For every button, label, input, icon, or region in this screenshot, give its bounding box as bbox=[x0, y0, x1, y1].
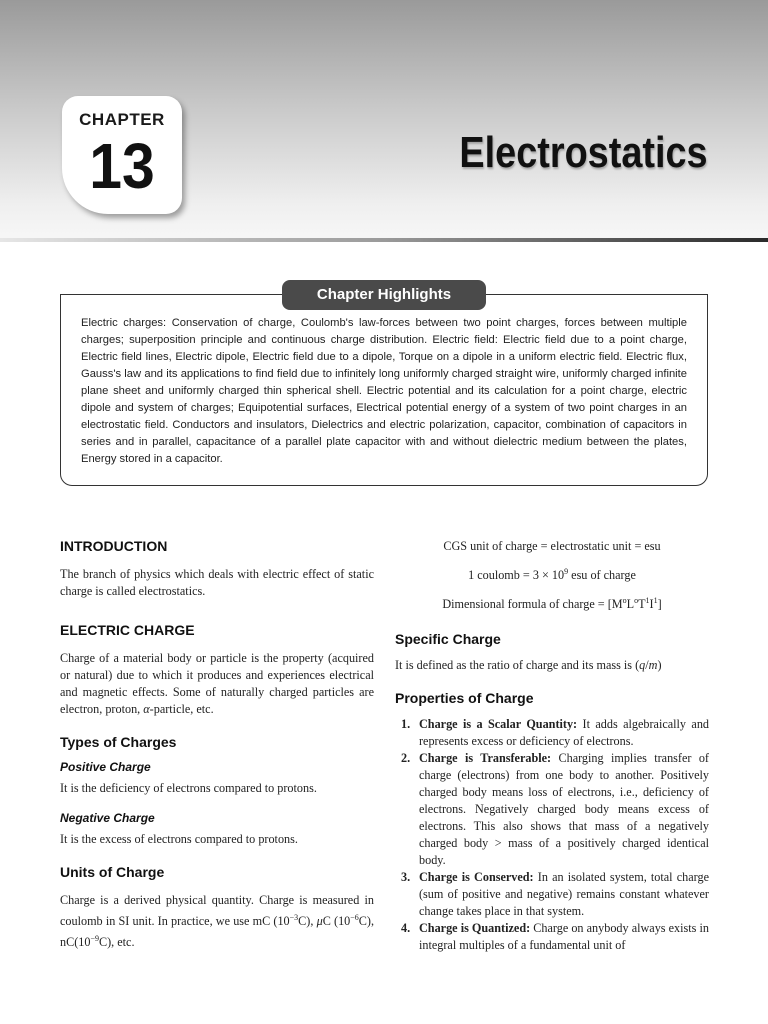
properties-of-charge-heading: Properties of Charge bbox=[395, 690, 534, 707]
cgs-unit-line: CGS unit of charge = electrostatic unit = esu bbox=[443, 539, 661, 553]
positive-charge-text: It is the deficiency of electrons compared to protons. bbox=[60, 781, 317, 795]
chapter-highlights-box bbox=[60, 294, 708, 486]
list-item: 1. Charge is a Scalar Quantity: It adds algebraically and represents excess or deficiency of electrons. bbox=[401, 717, 710, 749]
types-of-charges-heading: Types of Charges bbox=[60, 734, 177, 750]
header-divider bbox=[0, 238, 768, 242]
chapter-highlights-text: Electric charges: Conservation of charge, Coulomb's law-forces between two point charges, forces between multiple charges; superposition principle and continuous charge distribution. Electric field: Electric field due to a point charge, Electric field lines, Electric dipole, Electric field due to a dipole, Torque on a dipole in a uniform electric field. Electric flux, Gauss's law and its applications to find field due to infinitely long uniformly charged straight wire, uniformly charged infinite plane sheet and uniformly charged thin spherical shell. Electric potential and its calculation for a point charge, electric dipole and system of charges; Equipotential surfaces, Electrical potential energy of a system of two point charges in an electrostatic field. Conductors and insulators, Dielectrics and electric polarization, capacitor, combination of capacitors in series and in parallel, capacitance of a parallel plate capacitor with and without dielectric medium between the plates, Energy stored in a capacitor. bbox=[81, 317, 687, 465]
chapter-title: Electrostatics bbox=[459, 128, 708, 177]
specific-charge-heading: Specific Charge bbox=[395, 631, 501, 648]
positive-charge-heading: Positive Charge bbox=[60, 760, 151, 774]
chapter-badge bbox=[62, 96, 182, 214]
negative-charge-heading: Negative Charge bbox=[60, 811, 155, 825]
dimensional-formula-line: Dimensional formula of charge = $[M^oL^oT^1I^1]$ bbox=[442, 596, 662, 612]
list-item: 2. Charge is Transferable: Charging implies transfer of charge (electrons) from one body to another. Positively charged body means loss of electrons, i.e., deficiency of electrons. Negatively charged body means excess of electrons. This also shows that mass of a negatively charged body > mass of a positively charged identical body. bbox=[401, 751, 709, 868]
list-item: 3. Charge is Conserved: In an isolated system, total charge (sum of positive and negative) remains constant whatever change takes place in that system. bbox=[401, 870, 709, 919]
chapter-highlights-tab: Chapter Highlights bbox=[282, 280, 486, 310]
right-column bbox=[395, 538, 709, 954]
properties-list bbox=[395, 716, 709, 954]
specific-charge-text: It is defined as the ratio of charge and its mass is (q/m) bbox=[395, 658, 662, 673]
electric-charge-text: Charge of a material body or particle is the property (acquired or natural) due to which it produces and experiences electrical and magnetic effects. Some of naturally charged particles are electron, proton, α-particle, etc. bbox=[60, 651, 374, 716]
units-of-charge-heading: Units of Charge bbox=[60, 864, 165, 880]
introduction-heading: INTRODUCTION bbox=[60, 538, 168, 554]
chapter-number: 13 bbox=[89, 130, 155, 202]
coulomb-conversion-line: 1 coulomb = $3 \times 10^9$ esu of charge bbox=[468, 567, 636, 583]
list-item: 4. Charge is Quantized: Charge on anybody always exists in integral multiples of a fundamental unit of bbox=[401, 921, 709, 953]
units-of-charge-text: Charge is a derived physical quantity. Charge is measured in coulomb in SI unit. In practice, we use mC $(10^{-3}C)$, μC $(10^{-6}C)$, $nC(10^{-9}C)$, etc. bbox=[60, 893, 375, 950]
electric-charge-heading: ELECTRIC CHARGE bbox=[60, 622, 195, 638]
introduction-text: The branch of physics which deals with electric effect of static charge is called electrostatics. bbox=[60, 567, 374, 598]
chapter-label: CHAPTER bbox=[79, 110, 165, 129]
left-column bbox=[60, 538, 374, 951]
negative-charge-text: It is the excess of electrons compared to protons. bbox=[60, 832, 298, 846]
